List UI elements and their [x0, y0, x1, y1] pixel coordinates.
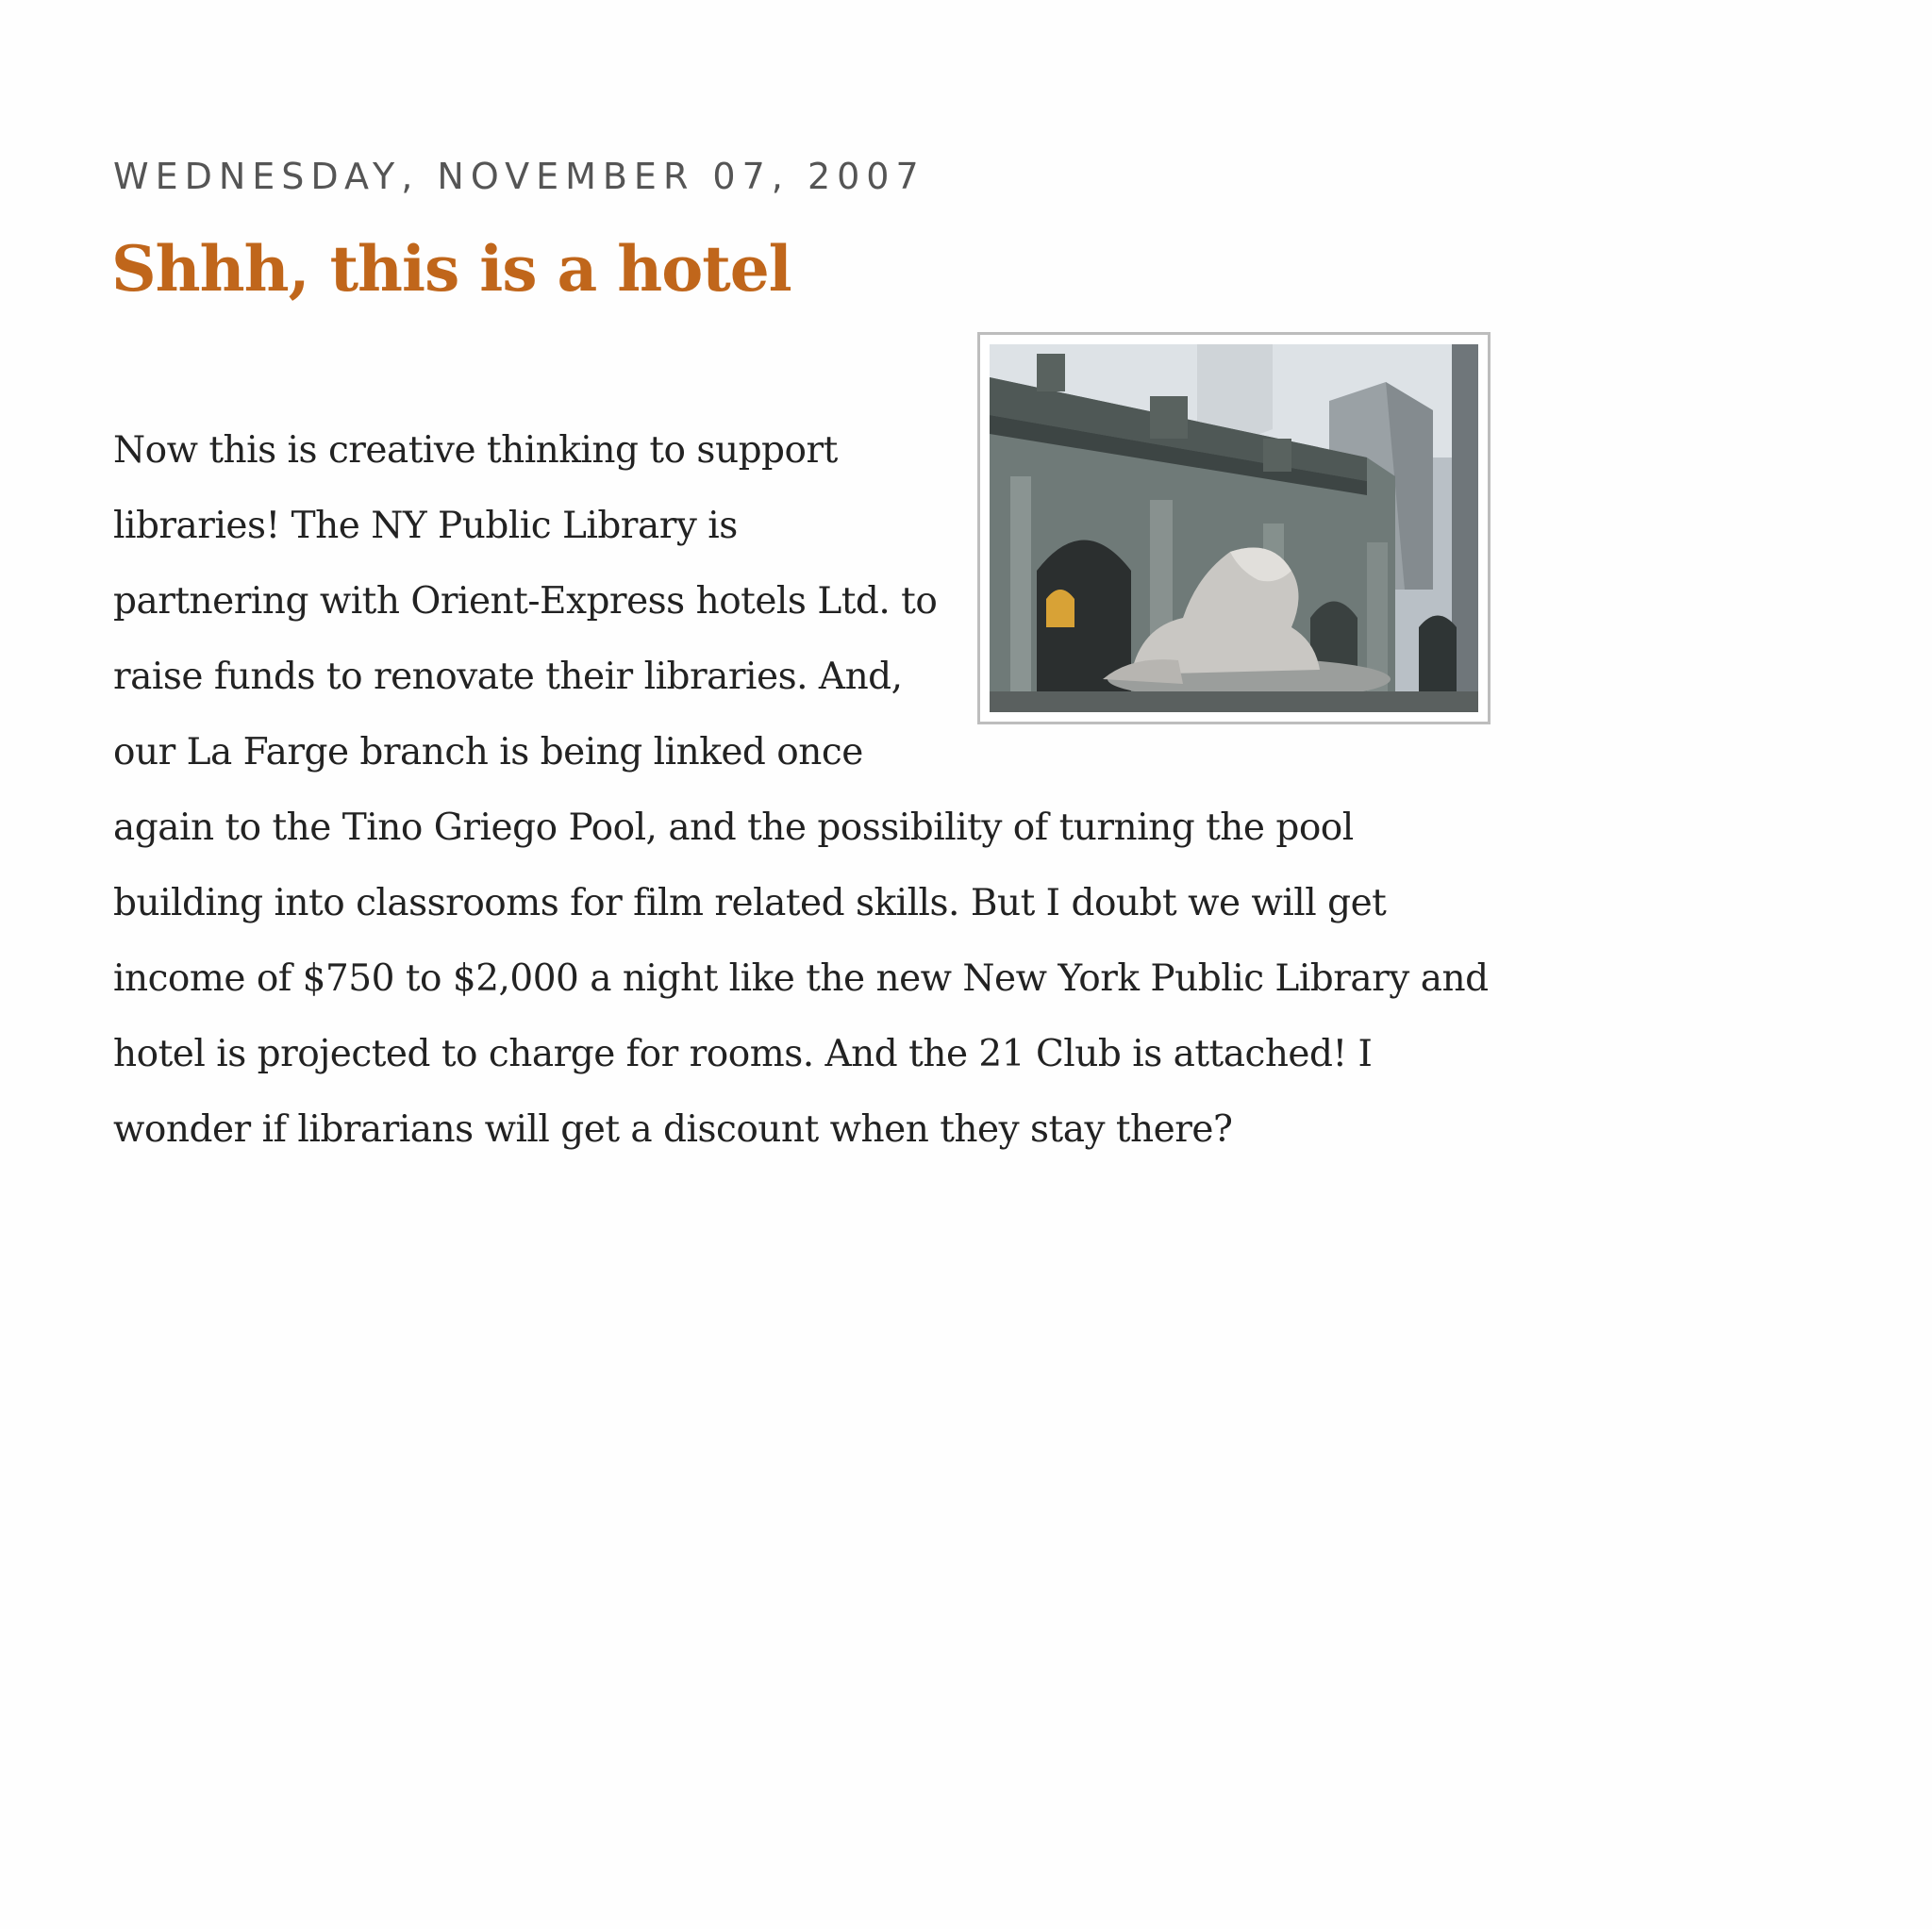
date-header: WEDNESDAY, NOVEMBER 07, 2007 — [113, 156, 925, 197]
post-photo[interactable] — [977, 332, 1491, 724]
post-body — [113, 413, 1491, 1168]
library-lion-photo — [990, 344, 1478, 712]
post-title[interactable]: Shhh, this is a hotel — [111, 232, 791, 306]
post-body-text: Now this is creative thinking to support libraries! The NY Public Library is partnering with Orient-Express hotels Ltd. to raise funds to renovate their libraries. And, our La Farge branch is being linked once again to the Tino Griego Pool, and the possibility of turning the pool building into classrooms for film related skills. But I doubt we will get income of $750 to $2,000 a night like the new New York Public Library and hotel is projected to charge for rooms. And the 21 Club is attached! I wonder if librarians will get a discount when they stay there? — [113, 429, 1489, 1151]
